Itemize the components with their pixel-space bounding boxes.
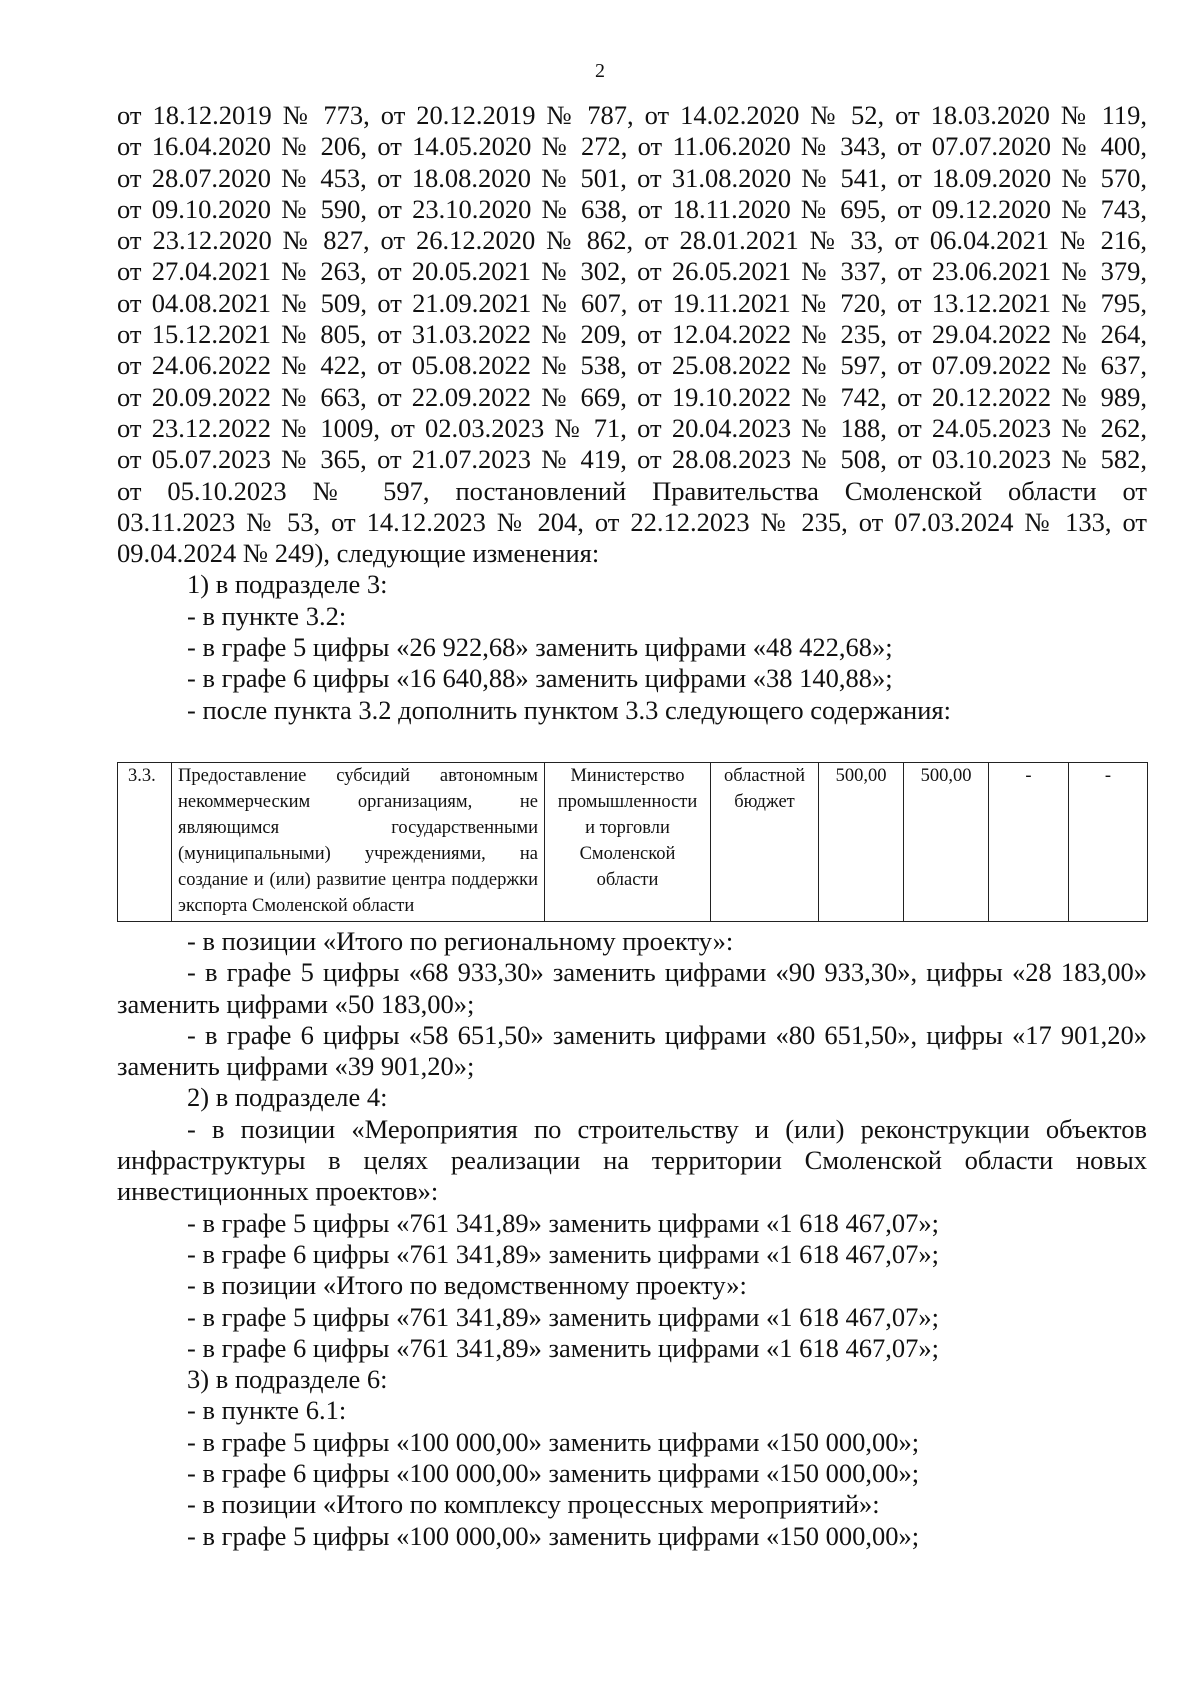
item-point-6-1: - в пункте 6.1:: [187, 1395, 347, 1426]
table-row: [118, 763, 1148, 922]
intro-line-last: 09.04.2024 № 249), следующие изменения:: [117, 538, 600, 569]
intro-paragraph: [117, 100, 1147, 726]
cell-number: 3.3.: [118, 763, 172, 922]
cell-col6: 500,00: [904, 763, 989, 922]
cell-col5: 500,00: [819, 763, 904, 922]
item-regional-col5: - в графе 5 цифры «68 933,30» заменить цифрами «90 933,30», цифры «28 183,00» заменить цифрами «50 183,00»;: [117, 957, 1147, 1019]
intro-line: от 18.12.2019 № 773, от 20.12.2019 № 787, от 14.02.2020 № 52, от 18.03.2020 № 119,: [117, 100, 1147, 130]
cell-description: Предоставление субсидий автономным некоммерческим организациям, не являющимся государственными (муниципальными) учреждениями, на создание и (или) развитие центра поддержки экспорта Смоленской области: [172, 763, 545, 922]
insert-table: [117, 762, 1148, 922]
intro-line: от 04.08.2021 № 509, от 21.09.2021 № 607, от 19.11.2021 № 720, от 13.12.2021 № 795,: [117, 287, 1147, 318]
item-dept-col6: - в графе 6 цифры «761 341,89» заменить цифрами «1 618 467,07»;: [187, 1332, 940, 1363]
item-process-total: - в позиции «Итого по комплексу процессных мероприятий»:: [187, 1489, 880, 1520]
intro-line: от 15.12.2021 № 805, от 31.03.2022 № 209, от 12.04.2022 № 235, от 29.04.2022 № 264,: [117, 319, 1147, 350]
intro-line: от 23.12.2022 № 1009, от 02.03.2023 № 71, от 20.04.2023 № 188, от 24.05.2023 № 262,: [117, 412, 1147, 443]
item-regional-col6: - в графе 6 цифры «58 651,50» заменить цифрами «80 651,50», цифры «17 901,20» заменить цифрами «39 901,20»;: [117, 1019, 1147, 1082]
item-subsection-3: 1) в подразделе 3:: [187, 569, 388, 600]
intro-line: от 27.04.2021 № 263, от 20.05.2021 № 302, от 26.05.2021 № 337, от 23.06.2021 № 379,: [117, 256, 1147, 287]
intro-line: от 28.07.2020 № 453, от 18.08.2020 № 501, от 31.08.2020 № 541, от 18.09.2020 № 570,: [117, 162, 1147, 193]
page-number: 2: [595, 60, 605, 82]
intro-line: от 09.10.2020 № 590, от 23.10.2020 № 638, от 18.11.2020 № 695, от 09.12.2020 № 743,: [117, 193, 1147, 224]
item-subsection-6: 3) в подразделе 6:: [187, 1364, 388, 1395]
intro-line: от 05.10.2023 № 597, постановлений Правительства Смоленской области от: [117, 475, 1147, 506]
item-add-point-3-3: - после пункта 3.2 дополнить пунктом 3.3 следующего содержания:: [187, 694, 951, 725]
item-departmental-total: - в позиции «Итого по ведомственному проекту»:: [187, 1270, 747, 1301]
item-infra-col6: - в графе 6 цифры «761 341,89» заменить цифрами «1 618 467,07»;: [187, 1238, 940, 1269]
intro-line: от 23.12.2020 № 827, от 26.12.2020 № 862, от 28.01.2021 № 33, от 06.04.2021 № 216,: [117, 225, 1147, 256]
item-regional-total: - в позиции «Итого по региональному проекту»:: [187, 926, 734, 956]
intro-line: от 20.09.2022 № 663, от 22.09.2022 № 669, от 19.10.2022 № 742, от 20.12.2022 № 989,: [117, 381, 1147, 412]
intro-line: от 16.04.2020 № 206, от 14.05.2020 № 272, от 11.06.2020 № 343, от 07.07.2020 № 400,: [117, 131, 1147, 162]
cell-col7: -: [989, 763, 1069, 922]
intro-line: от 05.07.2023 № 365, от 21.07.2023 № 419, от 28.08.2023 № 508, от 03.10.2023 № 582,: [117, 444, 1147, 475]
item-process-col5: - в графе 5 цифры «100 000,00» заменить цифрами «150 000,00»;: [187, 1520, 920, 1551]
cell-col8: -: [1069, 763, 1148, 922]
cell-executor: Министерство промышленности и торговли Смоленской области: [545, 763, 711, 922]
item-6-1-col6: - в графе 6 цифры «100 000,00» заменить цифрами «150 000,00»;: [187, 1458, 920, 1489]
intro-line: от 24.06.2022 № 422, от 05.08.2022 № 538, от 25.08.2022 № 597, от 07.09.2022 № 637,: [117, 350, 1147, 381]
item-6-1-col5: - в графе 5 цифры «100 000,00» заменить цифрами «150 000,00»;: [187, 1426, 920, 1457]
cell-source: областной бюджет: [711, 763, 819, 922]
item-subsection-4: 2) в подразделе 4:: [187, 1082, 388, 1113]
item-col5-change: - в графе 5 цифры «26 922,68» заменить цифрами «48 422,68»;: [187, 632, 893, 663]
intro-line: 03.11.2023 № 53, от 14.12.2023 № 204, от 22.12.2023 № 235, от 07.03.2024 № 133, от: [117, 506, 1147, 537]
item-infra-col5: - в графе 5 цифры «761 341,89» заменить цифрами «1 618 467,07»;: [187, 1207, 940, 1238]
item-dept-col5: - в графе 5 цифры «761 341,89» заменить цифрами «1 618 467,07»;: [187, 1301, 940, 1332]
item-infrastructure-position: - в позиции «Мероприятия по строительству и (или) реконструкции объектов инфраструктуры в целях реализации на территории Смоленской области новых инвестиционных проектов»:: [117, 1113, 1147, 1207]
after-table-text: [117, 926, 1147, 1552]
item-point-3-2: - в пункте 3.2:: [187, 600, 347, 631]
item-col6-change: - в графе 6 цифры «16 640,88» заменить цифрами «38 140,88»;: [187, 663, 893, 694]
